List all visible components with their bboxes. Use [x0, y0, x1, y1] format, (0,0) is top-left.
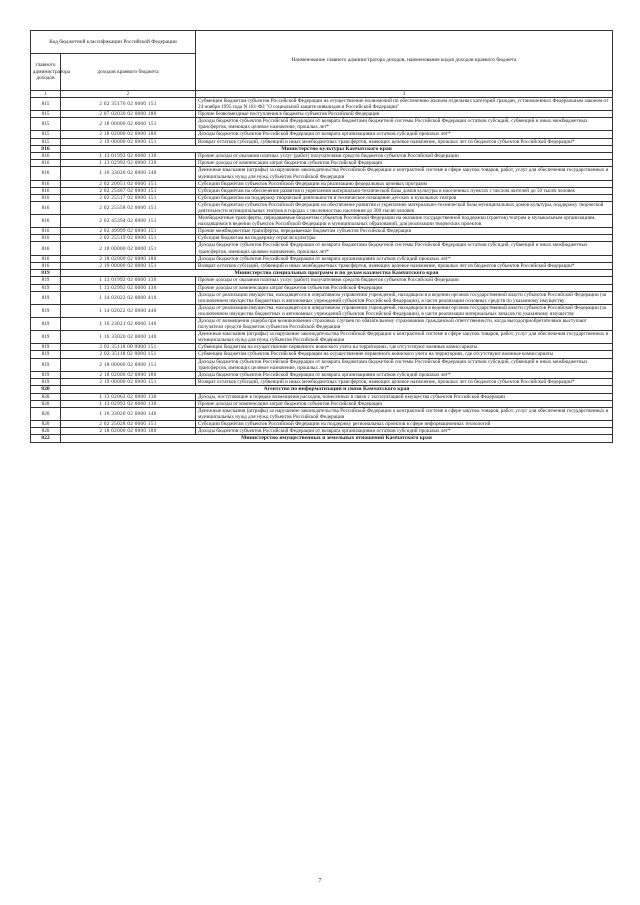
table-row — [31, 242, 613, 255]
table-row — [31, 393, 613, 400]
admin-code: 819 — [31, 284, 61, 291]
income-code: 2 18 02000 02 0000 180 — [61, 371, 196, 378]
table-row — [31, 358, 613, 371]
page-number: 7 — [318, 878, 322, 884]
table-row — [31, 420, 613, 427]
income-code: 1 13 01992 02 0000 130 — [61, 153, 196, 160]
income-code: 2 02 45394 02 0000 151 — [61, 215, 196, 228]
admin-code: 815 — [31, 131, 61, 138]
admin-code: 820 — [31, 385, 61, 393]
income-name: Субсидия бюджетам на поддержку отрасли культуры — [196, 235, 613, 242]
table-row — [31, 378, 613, 385]
table-row — [31, 131, 613, 138]
income-code: 2 02 25467 02 0000 151 — [61, 187, 196, 194]
admin-code: 819 — [31, 318, 61, 331]
column-number-1: 1 — [31, 91, 61, 98]
income-code: 2 19 00000 02 0000 151 — [61, 378, 196, 385]
admin-code: 819 — [31, 351, 61, 358]
table-row — [31, 228, 613, 235]
table-row — [31, 304, 613, 317]
admin-code: 816 — [31, 167, 61, 180]
admin-code: 816 — [31, 228, 61, 235]
income-code: 2 02 20051 02 0000 151 — [61, 180, 196, 187]
admin-code: 815 — [31, 138, 61, 145]
income-code: 1 16 33020 02 0000 140 — [61, 167, 196, 180]
admin-code: 819 — [31, 331, 61, 344]
admin-code: 816 — [31, 153, 61, 160]
income-name: Доходы от реализации имущества, находящегося в оперативном управлении учреждений, находящихся в ведении органов государственной власти субъектов Российской Федерации (за исключением имущества бюджетных и автономных учреждений субъектов Российской Федерации), в части реализации основных средств по указанному имуществу — [196, 291, 613, 304]
table-row — [31, 277, 613, 284]
income-name: Доходы бюджетов субъектов Российской Федерации от возврата бюджетами бюджетной системы Российской Федерации остатков субсидий, субвенций и иных межбюджетных трансфертов, имеющих целевое назначение, прошлых лет* — [196, 358, 613, 371]
income-name: Доходы бюджетов субъектов Российской Федерации от возврата бюджетами бюджетной системы Российской Федерации остатков субсидий, субвенций и иных межбюджетных трансфертов, имеющих целевое назначение, прошлых лет* — [196, 242, 613, 255]
table-row — [31, 331, 613, 344]
table-row — [31, 255, 613, 262]
income-name: Доходы бюджетов субъектов Российской Федерации от возврата бюджетами бюджетной системы Российской Федерации остатков субсидий, субвенций и иных межбюджетных трансфертов, имеющих целевое назначение, прошлых лет* — [196, 118, 613, 131]
income-name: Прочие межбюджетные трансферты, передаваемые бюджетам субъектов Российской Федерации — [196, 228, 613, 235]
income-code: 1 16 33020 02 0000 140 — [61, 331, 196, 344]
admin-code: 819 — [31, 358, 61, 371]
income-name: Возврат остатков субсидий, субвенций и иных межбюджетных трансфертов, имеющих целевое назначение, прошлых лет из бюджетов субъектов Российской Федерации* — [196, 138, 613, 145]
income-name: Субвенции бюджетам субъектов Российской Федерации на осуществление первичного воинского учета на территориях, где отсутствуют военные комиссариаты — [196, 351, 613, 358]
admin-code: 816 — [31, 235, 61, 242]
table-row — [31, 400, 613, 407]
income-code: 2 02 35118 00 0000 151 — [61, 344, 196, 351]
admin-code: 820 — [31, 407, 61, 420]
income-name: Доходы бюджетов субъектов Российской Федерации от возврата организациями остатков субсидий прошлых лет* — [196, 428, 613, 435]
admin-code: 819 — [31, 378, 61, 385]
admin-code: 816 — [31, 215, 61, 228]
table-row — [31, 201, 613, 214]
income-name: Прочие доходы от компенсации затрат бюджетов субъектов Российской Федерации — [196, 400, 613, 407]
table-row — [31, 111, 613, 118]
income-name: Доходы, поступающие в порядке возмещения расходов, понесенных в связи с эксплуатацией имущества субъектов Российской Федерации — [196, 393, 613, 400]
income-code: 2 18 02000 02 0000 180 — [61, 131, 196, 138]
table-row — [31, 98, 613, 111]
table-row — [31, 118, 613, 131]
table-row — [31, 284, 613, 291]
admin-code: 816 — [31, 187, 61, 194]
income-name: Доходы от возмещения ущерба при возникновении страховых случаев по обязательному страхованию гражданской ответственности, когда выгодоприобретателями выступают получатели средств бюджетов субъектов Российской Федерации — [196, 318, 613, 331]
income-name: Прочие безвозмездные поступления в бюджеты субъектов Российской Федерации — [196, 111, 613, 118]
income-code: 1 16 33020 02 0000 140 — [61, 407, 196, 420]
income-name: Прочие доходы от оказания платных услуг (работ) получателями средств бюджетов субъектов Российской Федерации — [196, 153, 613, 160]
income-code: 2 02 35118 02 0000 151 — [61, 351, 196, 358]
section-title: Министерство специальных программ и по делам казачества Камчатского края — [61, 269, 613, 277]
income-code: 2 18 02000 02 0000 180 — [61, 255, 196, 262]
table-row — [31, 167, 613, 180]
income-code: 2 02 25519 02 0000 151 — [61, 235, 196, 242]
admin-code: 820 — [31, 400, 61, 407]
income-code: 1 13 02992 02 0000 130 — [61, 160, 196, 167]
admin-code: 820 — [31, 393, 61, 400]
income-code: 2 18 00000 02 0000 151 — [61, 118, 196, 131]
document-page — [30, 30, 612, 443]
admin-code: 815 — [31, 111, 61, 118]
table-row — [31, 160, 613, 167]
admin-code: 822 — [31, 435, 61, 443]
section-row — [31, 269, 613, 277]
section-row — [31, 385, 613, 393]
admin-code: 816 — [31, 201, 61, 214]
income-name: Возврат остатков субсидий, субвенций и иных межбюджетных трансфертов, имеющих целевое назначение, прошлых лет из бюджетов субъектов Российской Федерации* — [196, 262, 613, 269]
column-number-3: 3 — [196, 91, 613, 98]
revenue-codes-table — [30, 30, 613, 443]
income-name: Возврат остатков субсидий, субвенций и иных межбюджетных трансфертов, имеющих целевое назначение, прошлых лет из бюджетов субъектов Российской Федерации* — [196, 378, 613, 385]
income-code: 1 14 02022 02 0000 410 — [61, 291, 196, 304]
table-row — [31, 262, 613, 269]
table-row — [31, 153, 613, 160]
income-code: 2 19 00000 02 0000 151 — [61, 138, 196, 145]
table-row — [31, 318, 613, 331]
admin-code: 815 — [31, 98, 61, 111]
admin-code: 816 — [31, 262, 61, 269]
table-row — [31, 371, 613, 378]
admin-code: 820 — [31, 428, 61, 435]
income-code: 1 16 23021 02 0000 140 — [61, 318, 196, 331]
table-row — [31, 351, 613, 358]
income-code: 2 18 02000 02 0000 180 — [61, 428, 196, 435]
income-name: Межбюджетные трансферты, передаваемые бюджетам субъектов Российской Федерации на оказание государственной поддержки (грантов) театрам и музыкальным организациям, находящимся в ведении субъектов Российской Федерации и муниципальных образований, для реализации творческих проектов — [196, 215, 613, 228]
admin-code: 819 — [31, 371, 61, 378]
income-code: 2 18 00000 02 0000 151 — [61, 242, 196, 255]
income-code: 1 13 01992 02 0000 130 — [61, 277, 196, 284]
table-row — [31, 187, 613, 194]
column-number-2: 2 — [61, 91, 196, 98]
name-column-header: Наименование главного администратора доходов, наименование кодов доходов краевого бюджета — [196, 31, 613, 91]
table-row — [31, 407, 613, 420]
income-code: 2 02 25028 02 0000 151 — [61, 420, 196, 427]
admin-code: 816 — [31, 160, 61, 167]
income-name: Субсидии бюджетам субъектов Российской Федерации на реализацию федеральных целевых программ — [196, 180, 613, 187]
table-row — [31, 194, 613, 201]
income-code: 2 02 49999 02 0000 151 — [61, 228, 196, 235]
income-code: 2 19 00000 02 0000 151 — [61, 262, 196, 269]
table-row — [31, 215, 613, 228]
admin-code: 820 — [31, 420, 61, 427]
income-code: 1 13 02992 02 0000 130 — [61, 284, 196, 291]
admin-code: 819 — [31, 344, 61, 351]
admin-code: 819 — [31, 291, 61, 304]
section-title: Министерство имущественных и земельных отношений Камчатского края — [61, 435, 613, 443]
admin-code: 816 — [31, 180, 61, 187]
income-name: Прочие доходы от оказания платных услуг (работ) получателями средств бюджетов субъектов Российской Федерации — [196, 277, 613, 284]
income-name: Субвенции бюджетам субъектов Российской Федерации на осуществление полномочий по обеспечению жильем отдельных категорий граждан, установленных Федеральным законом от 24 ноября 1995 года N 181-ФЗ "О социальной защите инвалидов в Российской Федерации" — [196, 98, 613, 111]
admin-column-header: главного администратора доходов — [31, 54, 61, 91]
income-name: Доходы от реализации имущества, находящегося в оперативном управлении учреждений, находящихся в ведении органов государственной власти субъектов Российской Федерации (за исключением имущества бюджетных и автономных учреждений субъектов Российской Федерации), в части реализации материальных запасов по указанному имуществу — [196, 304, 613, 317]
section-title: Агентство по информатизации и связи Камчатского края — [61, 385, 613, 393]
income-name: Прочие доходы от компенсации затрат бюджетов субъектов Российской Федерации — [196, 284, 613, 291]
admin-code: 815 — [31, 118, 61, 131]
income-name: Денежные взыскания (штрафы) за нарушение законодательства Российской Федерации о контрактной системе в сфере закупок товаров, работ, услуг для обеспечения государственных и муниципальных нужд для нужд субъектов Российской Федерации — [196, 407, 613, 420]
admin-code: 816 — [31, 255, 61, 262]
table-row — [31, 291, 613, 304]
admin-code: 819 — [31, 277, 61, 284]
income-name: Субсидии бюджетам на поддержку творческой деятельности и техническое оснащение детских и кукольных театров — [196, 194, 613, 201]
income-name: Субсидии бюджетам субъектов Российской Федерации на поддержку региональных проектов в сфере информационных технологий — [196, 420, 613, 427]
income-name: Доходы бюджетов субъектов Российской Федерации от возврата организациями остатков субсидий прошлых лет* — [196, 131, 613, 138]
income-code: 2 02 35176 02 0000 151 — [61, 98, 196, 111]
table-row — [31, 344, 613, 351]
admin-code: 816 — [31, 145, 61, 153]
table-row — [31, 428, 613, 435]
income-name: Денежные взыскания (штрафы) за нарушение законодательства Российской Федерации о контрактной системе в сфере закупок товаров, работ, услуг для обеспечения государственных и муниципальных нужд для нужд субъектов Российской Федерации — [196, 167, 613, 180]
income-code: 1 13 02992 02 0000 130 — [61, 400, 196, 407]
income-code: 2 18 00000 02 0000 151 — [61, 358, 196, 371]
income-name: Доходы бюджетов субъектов Российской Федерации от возврата организациями остатков субсидий прошлых лет* — [196, 255, 613, 262]
income-code: 1 13 02062 02 0000 130 — [61, 393, 196, 400]
income-name: Доходы бюджетов субъектов Российской Федерации от возврата организациями остатков субсидий прошлых лет* — [196, 371, 613, 378]
table-row — [31, 138, 613, 145]
income-column-header: доходов краевого бюджета — [61, 54, 196, 91]
income-code: 2 07 02030 02 0000 180 — [61, 111, 196, 118]
section-row — [31, 435, 613, 443]
income-name: Субвенции бюджетам на осуществление первичного воинского учета на территориях, где отсутствуют военные комиссариаты — [196, 344, 613, 351]
income-name: Прочие доходы от компенсации затрат бюджетов субъектов Российской Федерации — [196, 160, 613, 167]
admin-code: 816 — [31, 242, 61, 255]
income-name: Денежные взыскания (штрафы) за нарушение законодательства Российской Федерации о контрактной системе в сфере закупок товаров, работ, услуг для обеспечения государственных и муниципальных нужд для нужд субъектов Российской Федерации — [196, 331, 613, 344]
admin-code: 816 — [31, 194, 61, 201]
admin-code: 819 — [31, 269, 61, 277]
kbk-group-header: Код бюджетной классификации Российской Федерации — [31, 31, 196, 54]
admin-code: 819 — [31, 304, 61, 317]
income-code: 1 14 02022 02 0000 440 — [61, 304, 196, 317]
income-code: 2 02 25558 02 0000 151 — [61, 201, 196, 214]
table-row — [31, 235, 613, 242]
table-body — [31, 98, 613, 443]
income-name: Субсидии бюджетам субъектов Российской Федерации на обеспечение развития и укрепление материально-технической базы муниципальных домов культуры, поддержку творческой деятельности муниципальных театров в городах с численностью населения до 300 тысяч человек — [196, 201, 613, 214]
income-code: 2 02 25517 02 0000 151 — [61, 194, 196, 201]
section-row — [31, 145, 613, 153]
table-row — [31, 180, 613, 187]
section-title: Министерство культуры Камчатского края — [61, 145, 613, 153]
income-name: Субсидии бюджетам на обеспечение развития и укрепления материально-технической базы домов культуры в населенных пунктах с числом жителей до 50 тысяч человек — [196, 187, 613, 194]
